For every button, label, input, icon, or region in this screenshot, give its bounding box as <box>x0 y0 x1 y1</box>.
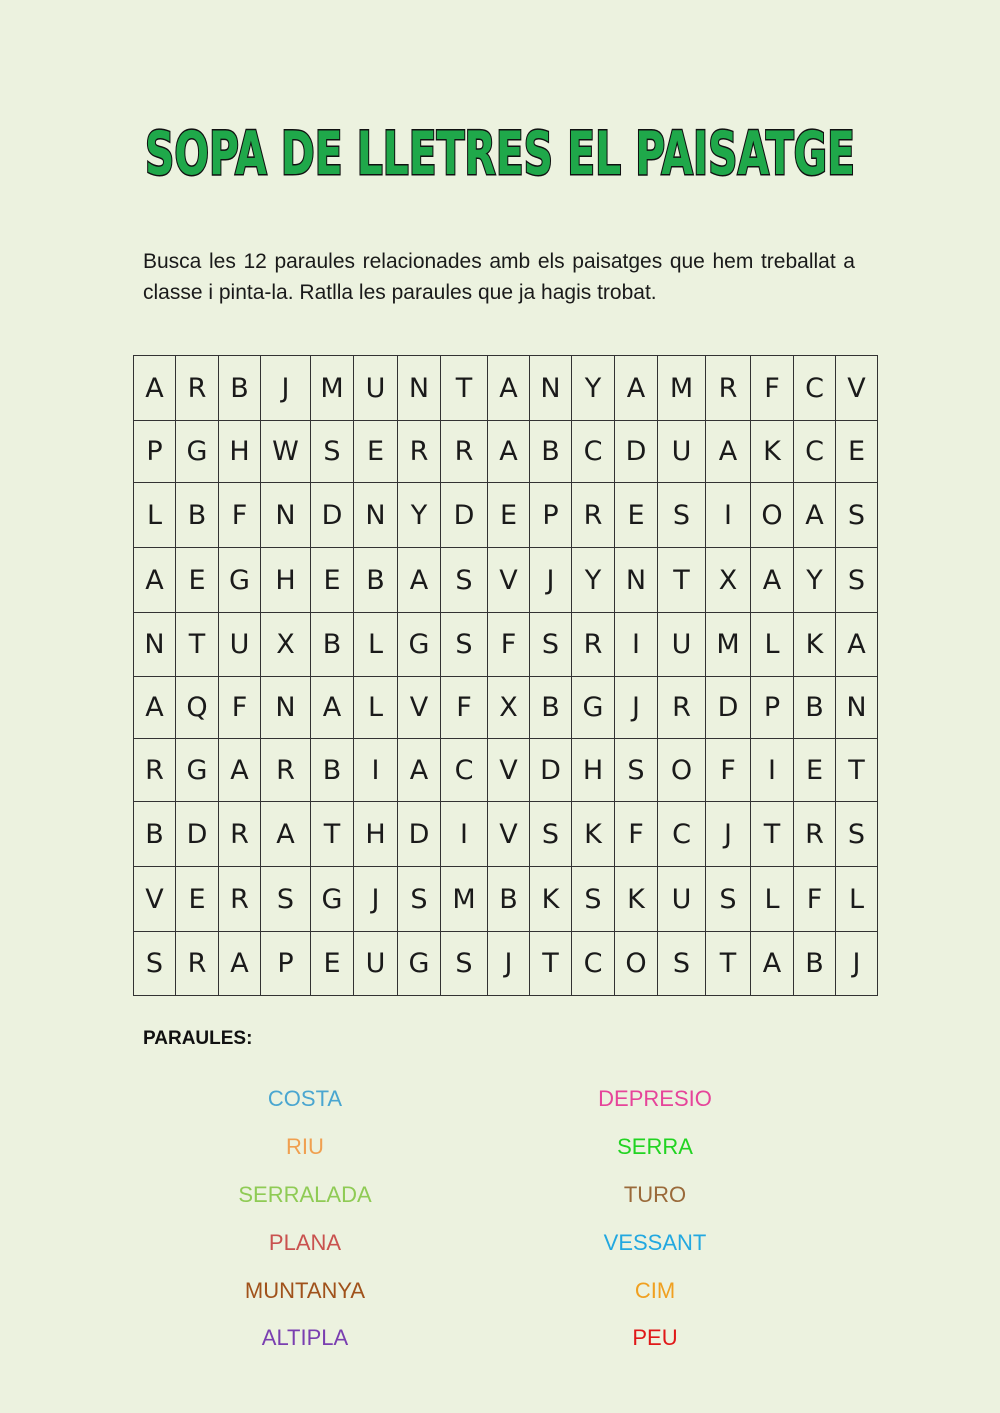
grid-cell[interactable]: L <box>836 867 878 932</box>
title-wordart <box>130 112 870 192</box>
grid-row <box>134 677 878 739</box>
grid-cell[interactable]: C <box>441 739 488 802</box>
grid-cell[interactable]: S <box>398 867 441 932</box>
grid-cell[interactable]: A <box>134 677 176 739</box>
grid-cell[interactable]: E <box>176 548 219 613</box>
word-item: PLANA <box>268 1230 342 1255</box>
grid-cell[interactable]: V <box>488 548 530 613</box>
grid-cell[interactable]: T <box>530 932 572 996</box>
instructions-text: Busca les 12 paraules relacionades amb els paisatges que hem treballat a classe i pinta-la. Ratlla les paraules que ja hagis trobat. <box>143 250 855 304</box>
grid-cell[interactable]: U <box>658 613 706 677</box>
grid-cell[interactable]: K <box>615 867 658 932</box>
grid-cell[interactable]: A <box>398 548 441 613</box>
grid-cell[interactable]: N <box>261 483 311 548</box>
grid-cell[interactable]: I <box>706 483 751 548</box>
grid-cell[interactable]: S <box>615 739 658 802</box>
grid-cell[interactable]: A <box>398 739 441 802</box>
grid-cell[interactable]: M <box>658 356 706 421</box>
grid-cell[interactable]: J <box>615 677 658 739</box>
grid-row <box>134 613 878 677</box>
grid-row <box>134 548 878 613</box>
grid-cell[interactable]: S <box>530 802 572 867</box>
grid-cell[interactable]: G <box>572 677 615 739</box>
grid-cell[interactable]: F <box>219 483 261 548</box>
grid-cell[interactable]: U <box>658 867 706 932</box>
grid-cell[interactable]: N <box>615 548 658 613</box>
grid-cell[interactable]: N <box>261 677 311 739</box>
grid-cell[interactable]: E <box>176 867 219 932</box>
grid-cell[interactable]: N <box>530 356 572 421</box>
grid-row <box>134 421 878 483</box>
grid-cell[interactable]: B <box>176 483 219 548</box>
grid-cell[interactable]: C <box>794 356 836 421</box>
grid-cell[interactable]: S <box>658 932 706 996</box>
grid-cell[interactable]: C <box>572 932 615 996</box>
grid-cell[interactable]: R <box>261 739 311 802</box>
grid-cell[interactable]: T <box>836 739 878 802</box>
grid-cell[interactable]: F <box>441 677 488 739</box>
grid-cell[interactable]: D <box>441 483 488 548</box>
word-item: MUNTANYA <box>244 1278 366 1303</box>
grid-cell[interactable]: S <box>441 613 488 677</box>
grid-cell[interactable]: J <box>530 548 572 613</box>
word-item: RIU <box>286 1134 324 1159</box>
grid-cell[interactable]: A <box>615 356 658 421</box>
grid-cell[interactable]: A <box>836 613 878 677</box>
grid-cell[interactable]: A <box>134 356 176 421</box>
grid-cell[interactable]: I <box>615 613 658 677</box>
grid-cell[interactable]: R <box>176 932 219 996</box>
grid-cell[interactable]: N <box>398 356 441 421</box>
grid-cell[interactable]: A <box>261 802 311 867</box>
grid-cell[interactable]: X <box>706 548 751 613</box>
grid-cell[interactable]: V <box>836 356 878 421</box>
grid-cell[interactable]: S <box>836 548 878 613</box>
words-heading: PARAULES: <box>143 1028 253 1049</box>
grid-cell[interactable]: S <box>134 932 176 996</box>
grid-cell[interactable]: B <box>134 802 176 867</box>
grid-cell[interactable]: T <box>176 613 219 677</box>
grid-row <box>134 867 878 932</box>
grid-cell[interactable]: E <box>615 483 658 548</box>
grid-cell[interactable]: X <box>261 613 311 677</box>
grid-cell[interactable]: B <box>794 932 836 996</box>
grid-cell[interactable]: I <box>751 739 794 802</box>
grid-cell[interactable]: Y <box>398 483 441 548</box>
grid-cell[interactable]: R <box>706 356 751 421</box>
grid-cell[interactable]: Y <box>794 548 836 613</box>
word-search-grid <box>133 355 878 996</box>
grid-cell[interactable]: J <box>836 932 878 996</box>
grid-cell[interactable]: A <box>219 932 261 996</box>
grid-cell[interactable]: E <box>836 421 878 483</box>
grid-cell[interactable]: K <box>572 802 615 867</box>
grid-cell[interactable]: F <box>706 739 751 802</box>
grid-cell[interactable]: S <box>658 483 706 548</box>
grid-cell[interactable]: R <box>572 613 615 677</box>
grid-cell[interactable]: D <box>176 802 219 867</box>
word-item: CIM <box>634 1278 676 1303</box>
grid-cell[interactable]: R <box>134 739 176 802</box>
grid-cell[interactable]: B <box>794 677 836 739</box>
word-item: VESSANT <box>603 1230 707 1255</box>
grid-cell[interactable]: T <box>311 802 354 867</box>
grid-cell[interactable]: B <box>488 867 530 932</box>
grid-cell[interactable]: R <box>441 421 488 483</box>
grid-cell[interactable]: A <box>488 421 530 483</box>
grid-cell[interactable]: A <box>311 677 354 739</box>
grid-cell[interactable]: S <box>836 483 878 548</box>
grid-row <box>134 932 878 996</box>
word-item: PEU <box>632 1325 678 1350</box>
grid-cell[interactable]: K <box>530 867 572 932</box>
grid-cell[interactable]: R <box>794 802 836 867</box>
word-item: SERRA <box>617 1134 693 1159</box>
grid-cell[interactable]: S <box>836 802 878 867</box>
grid-cell[interactable]: B <box>311 613 354 677</box>
grid-cell[interactable]: N <box>354 483 398 548</box>
grid-cell[interactable]: B <box>219 356 261 421</box>
grid-cell[interactable]: O <box>658 739 706 802</box>
grid-cell[interactable]: A <box>794 483 836 548</box>
grid-cell[interactable]: D <box>615 421 658 483</box>
grid-cell[interactable]: R <box>219 867 261 932</box>
grid-cell[interactable]: S <box>311 421 354 483</box>
word-item: ALTIPLA <box>261 1325 349 1350</box>
grid-cell[interactable]: Y <box>572 356 615 421</box>
grid-cell[interactable]: V <box>134 867 176 932</box>
grid-cell[interactable]: D <box>706 677 751 739</box>
grid-cell[interactable]: H <box>572 739 615 802</box>
grid-cell[interactable]: D <box>530 739 572 802</box>
grid-cell[interactable]: D <box>311 483 354 548</box>
grid-cell[interactable]: N <box>134 613 176 677</box>
grid-cell[interactable]: V <box>398 677 441 739</box>
grid-cell[interactable]: V <box>488 739 530 802</box>
grid-cell[interactable]: A <box>134 548 176 613</box>
grid-cell[interactable]: G <box>176 421 219 483</box>
grid-cell[interactable]: G <box>311 867 354 932</box>
word-item: SERRALADA <box>238 1182 372 1207</box>
grid-cell[interactable]: N <box>836 677 878 739</box>
grid-cell[interactable]: G <box>398 932 441 996</box>
grid-cell[interactable]: F <box>219 677 261 739</box>
grid-cell[interactable]: E <box>354 421 398 483</box>
grid-cell[interactable]: E <box>311 932 354 996</box>
grid-cell[interactable]: W <box>261 421 311 483</box>
grid-cell[interactable]: Q <box>176 677 219 739</box>
grid-cell[interactable]: H <box>354 802 398 867</box>
grid-cell[interactable]: I <box>354 739 398 802</box>
grid-cell[interactable]: M <box>706 613 751 677</box>
grid-cell[interactable]: C <box>658 802 706 867</box>
grid-cell[interactable]: R <box>658 677 706 739</box>
grid-cell[interactable]: A <box>751 932 794 996</box>
grid-row <box>134 802 878 867</box>
grid-cell[interactable]: P <box>530 483 572 548</box>
page-title <box>0 112 1000 192</box>
grid-cell[interactable]: O <box>615 932 658 996</box>
grid-cell[interactable]: J <box>706 802 751 867</box>
grid-cell[interactable]: J <box>488 932 530 996</box>
grid-cell[interactable]: L <box>134 483 176 548</box>
grid-cell[interactable]: Y <box>572 548 615 613</box>
grid-cell[interactable]: A <box>706 421 751 483</box>
grid-cell[interactable]: L <box>354 613 398 677</box>
grid-cell[interactable]: J <box>261 356 311 421</box>
grid-cell[interactable]: G <box>176 739 219 802</box>
grid-cell[interactable]: S <box>441 932 488 996</box>
grid-cell[interactable]: T <box>751 802 794 867</box>
grid-cell[interactable]: B <box>530 677 572 739</box>
grid-cell[interactable]: J <box>354 867 398 932</box>
grid-cell[interactable]: S <box>572 867 615 932</box>
grid-cell[interactable]: B <box>311 739 354 802</box>
grid-cell[interactable]: S <box>441 548 488 613</box>
grid-cell[interactable]: G <box>398 613 441 677</box>
grid-cell[interactable]: B <box>354 548 398 613</box>
grid-cell[interactable]: C <box>572 421 615 483</box>
word-item: DEPRESIO <box>598 1086 712 1111</box>
grid-row <box>134 483 878 548</box>
grid-cell[interactable]: T <box>658 548 706 613</box>
grid-cell[interactable]: A <box>751 548 794 613</box>
grid-cell[interactable]: U <box>354 356 398 421</box>
title-text: SOPA DE LLETRES EL PAISATGE <box>145 119 855 189</box>
grid-cell[interactable]: P <box>751 677 794 739</box>
grid-cell[interactable]: H <box>261 548 311 613</box>
grid-cell[interactable]: C <box>794 421 836 483</box>
grid-cell[interactable]: L <box>751 613 794 677</box>
grid-row <box>134 356 878 421</box>
grid-cell[interactable]: K <box>751 421 794 483</box>
grid-cell[interactable]: D <box>398 802 441 867</box>
word-item: COSTA <box>267 1086 343 1111</box>
grid-cell[interactable]: I <box>441 802 488 867</box>
grid-cell[interactable]: R <box>572 483 615 548</box>
grid-cell[interactable]: E <box>488 483 530 548</box>
grid-cell[interactable]: G <box>219 548 261 613</box>
grid-cell[interactable]: F <box>615 802 658 867</box>
grid-cell[interactable]: F <box>488 613 530 677</box>
grid-cell[interactable]: T <box>441 356 488 421</box>
grid-cell[interactable]: R <box>176 356 219 421</box>
grid-cell[interactable]: P <box>261 932 311 996</box>
grid-cell[interactable]: O <box>751 483 794 548</box>
grid-cell[interactable]: S <box>530 613 572 677</box>
grid-cell[interactable]: S <box>706 867 751 932</box>
grid-cell[interactable]: X <box>488 677 530 739</box>
grid-cell[interactable]: F <box>751 356 794 421</box>
grid-cell[interactable]: U <box>658 421 706 483</box>
grid-cell[interactable]: E <box>794 739 836 802</box>
grid-cell[interactable]: P <box>134 421 176 483</box>
grid-row <box>134 739 878 802</box>
grid-cell[interactable]: E <box>311 548 354 613</box>
grid-cell[interactable]: V <box>488 802 530 867</box>
grid-cell[interactable]: U <box>219 613 261 677</box>
grid-cell[interactable]: K <box>794 613 836 677</box>
grid-cell[interactable]: L <box>354 677 398 739</box>
grid-cell[interactable]: M <box>311 356 354 421</box>
grid-cell[interactable]: B <box>530 421 572 483</box>
grid-cell[interactable]: R <box>219 802 261 867</box>
grid-cell[interactable]: T <box>706 932 751 996</box>
grid-cell[interactable]: U <box>354 932 398 996</box>
grid-cell[interactable]: M <box>441 867 488 932</box>
grid-cell[interactable]: L <box>751 867 794 932</box>
grid-cell[interactable]: A <box>219 739 261 802</box>
grid-cell[interactable]: A <box>488 356 530 421</box>
grid-cell[interactable]: F <box>794 867 836 932</box>
grid-cell[interactable]: S <box>261 867 311 932</box>
grid-cell[interactable]: H <box>219 421 261 483</box>
grid-cell[interactable]: R <box>398 421 441 483</box>
word-item: TURO <box>623 1182 687 1207</box>
